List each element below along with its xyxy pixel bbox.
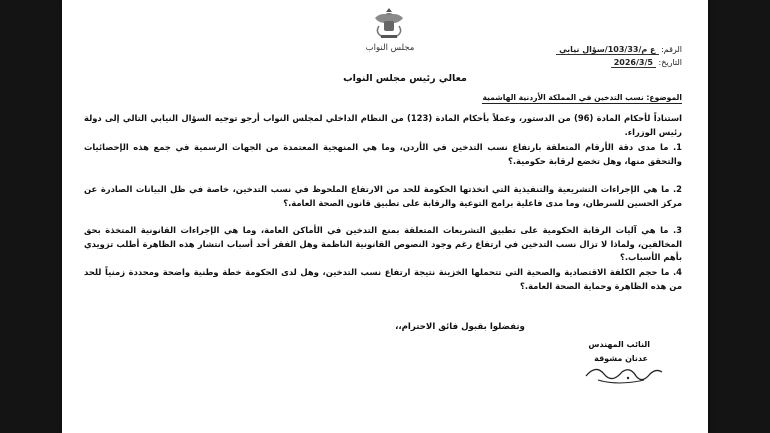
date-value: 2026/3/5 <box>611 58 656 68</box>
question-2: 2. ما هي الإجراءات التشريعية والتنفيذية التي اتخذتها الحكومة للحد من الارتفاع الملحوظ في نسب التدخين، خاصة في ظل البيانات الصادرة عن مركز الحسين للسرطان، وما مدى فاعلية برامج التوعية والرقابة على تطبيق قانون الصحة العامة.؟ <box>84 184 682 208</box>
reference-label: الرقم: <box>658 45 682 54</box>
letter-page <box>62 0 708 433</box>
closing-line: وتفضلوا بقبول فائق الاحترام،، <box>395 322 525 332</box>
date-label: التاريخ: <box>655 58 682 67</box>
handwritten-signature <box>578 360 668 388</box>
intro-paragraph: استناداً لأحكام المادة (96) من الدستور، وعملاً بأحكام المادة (123) من النظام الداخلي لمجلس النواب أرجو توجيه السؤال النيابي التالي إلى دولة رئيس الوزراء. <box>84 113 683 137</box>
signatory-title: النائب المهندس <box>588 340 650 349</box>
jordan-coat-of-arms-icon <box>369 6 409 40</box>
letter-date <box>611 58 682 68</box>
question-3: 3. ما هي آليات الرقابة الحكومية على تطبيق التشريعات المتعلقة بمنع التدخين في الأماكن العامة، وما هي الإجراءات القانونية المتخذة بحق المخالفين، ولماذا لا تزال نسب التدخين في ارتفاع رغم وجود النصوص القانونية الناظمة وهل الفقر أحد أسباب انتشار هذه الظاهرة أطلب تزويدي بأهم الأسباب.؟ <box>84 225 682 263</box>
reference-value: ع م/103/33/سؤال نيابي <box>556 45 658 55</box>
subject-line: الموضوع: نسب التدخين في المملكة الأردنية الهاشمية <box>482 93 682 102</box>
question-4: 4. ما حجم الكلفة الاقتصادية والصحية التي تتحملها الخزينة نتيجة ارتفاع نسب التدخين، وهل لدى الحكومة خطة وطنية واضحة ومحددة زمنياً للحد من هذه الظاهرة وحماية الصحة العامة.؟ <box>84 267 682 291</box>
addressee: معالي رئيس مجلس النواب <box>343 73 467 84</box>
question-1: 1. ما مدى دقة الأرقام المتعلقة بارتفاع نسب التدخين في الأردن، وما هي المنهجية المعتمدة من الجهات الرسمية في جمع هذه الإحصائيات والتحقق منها، وهل تخضع لرقابة حكومية.؟ <box>84 142 682 166</box>
signatory-name: عدنان مشوقة <box>594 354 648 363</box>
institution-name: مجلس النواب <box>365 43 415 53</box>
reference-number <box>556 45 682 55</box>
